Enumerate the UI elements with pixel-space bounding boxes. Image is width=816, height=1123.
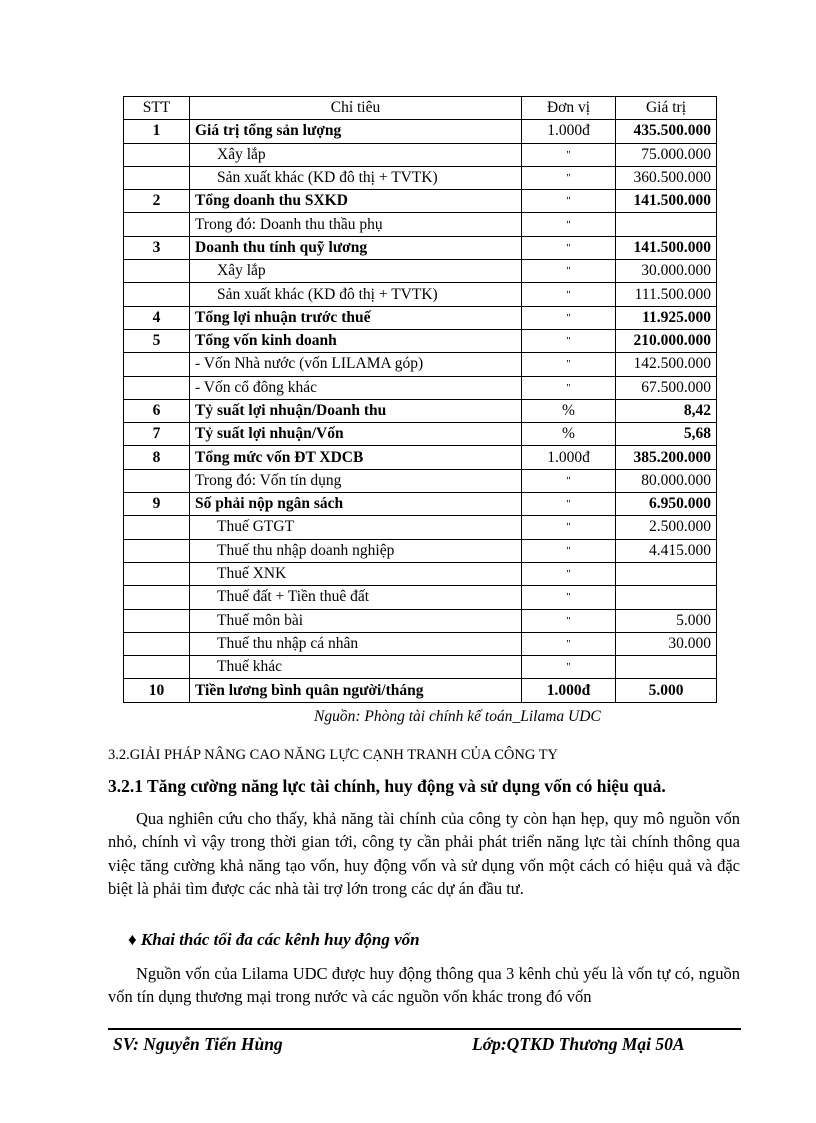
cell-unit: "	[522, 516, 616, 539]
cell-value: 8,42	[616, 399, 717, 422]
cell-value: 80.000.000	[616, 469, 717, 492]
cell-value: 5,68	[616, 423, 717, 446]
table-row	[124, 143, 717, 166]
table-row	[124, 562, 717, 585]
table-row	[124, 306, 717, 329]
cell-value: 6.950.000	[616, 493, 717, 516]
cell-stt: 7	[124, 423, 190, 446]
cell-stt	[124, 516, 190, 539]
cell-indicator: Tổng lợi nhuận trước thuế	[190, 306, 522, 329]
table-row	[124, 446, 717, 469]
cell-indicator: Tổng vốn kinh doanh	[190, 329, 522, 352]
cell-value	[616, 213, 717, 236]
cell-unit: "	[522, 166, 616, 189]
table-row	[124, 283, 717, 306]
cell-value: 30.000.000	[616, 260, 717, 283]
cell-value: 67.500.000	[616, 376, 717, 399]
cell-stt: 4	[124, 306, 190, 329]
cell-stt	[124, 213, 190, 236]
cell-indicator: Xây lắp	[190, 143, 522, 166]
cell-unit: "	[522, 493, 616, 516]
cell-indicator: Tổng mức vốn ĐT XDCB	[190, 446, 522, 469]
cell-unit: %	[522, 423, 616, 446]
table-row	[124, 586, 717, 609]
cell-value: 30.000	[616, 632, 717, 655]
table-row	[124, 213, 717, 236]
cell-indicator: Giá trị tổng sản lượng	[190, 120, 522, 143]
footer-divider	[108, 1028, 741, 1030]
cell-unit: %	[522, 399, 616, 422]
cell-value: 75.000.000	[616, 143, 717, 166]
table-row	[124, 516, 717, 539]
cell-indicator: Thuế khác	[190, 656, 522, 679]
cell-stt: 8	[124, 446, 190, 469]
cell-stt: 9	[124, 493, 190, 516]
table-row	[124, 260, 717, 283]
table-row	[124, 166, 717, 189]
cell-indicator: Thuế thu nhập cá nhân	[190, 632, 522, 655]
cell-indicator: Thuế đất + Tiền thuê đất	[190, 586, 522, 609]
cell-unit: "	[522, 329, 616, 352]
cell-unit: 1.000đ	[522, 446, 616, 469]
cell-unit: "	[522, 353, 616, 376]
cell-unit: "	[522, 562, 616, 585]
table-header-row	[124, 97, 717, 120]
cell-indicator: - Vốn Nhà nước (vốn LILAMA góp)	[190, 353, 522, 376]
table-row	[124, 493, 717, 516]
bullet-heading: ♦ Khai thác tối đa các kênh huy động vốn	[128, 930, 420, 949]
cell-indicator: Số phải nộp ngân sách	[190, 493, 522, 516]
cell-value: 141.500.000	[616, 236, 717, 259]
header-indicator: Chỉ tiêu	[190, 97, 522, 120]
cell-indicator: Trong đó: Doanh thu thầu phụ	[190, 213, 522, 236]
cell-stt: 1	[124, 120, 190, 143]
table-body	[124, 120, 717, 702]
footer-student-name: SV: Nguyễn Tiến Hùng	[113, 1034, 283, 1054]
table-row	[124, 423, 717, 446]
header-value: Giá trị	[616, 97, 717, 120]
cell-stt: 6	[124, 399, 190, 422]
financial-indicators-table	[123, 96, 717, 703]
cell-value: 5.000	[616, 679, 717, 702]
cell-indicator: Thuế XNK	[190, 562, 522, 585]
cell-unit: "	[522, 376, 616, 399]
cell-unit: "	[522, 143, 616, 166]
cell-value: 2.500.000	[616, 516, 717, 539]
cell-unit: "	[522, 190, 616, 213]
cell-unit: "	[522, 632, 616, 655]
cell-value: 360.500.000	[616, 166, 717, 189]
cell-stt	[124, 283, 190, 306]
cell-stt	[124, 260, 190, 283]
cell-value: 385.200.000	[616, 446, 717, 469]
table-source-note: Nguồn: Phòng tài chính kế toán_Lilama UDC	[314, 708, 601, 725]
cell-unit: "	[522, 306, 616, 329]
footer-class-name: Lớp:QTKD Thương Mại 50A	[472, 1034, 685, 1054]
cell-indicator: Tỷ suất lợi nhuận/Vốn	[190, 423, 522, 446]
cell-indicator: Sản xuất khác (KD đô thị + TVTK)	[190, 166, 522, 189]
table-row	[124, 399, 717, 422]
cell-value: 435.500.000	[616, 120, 717, 143]
cell-stt: 5	[124, 329, 190, 352]
cell-indicator: Sản xuất khác (KD đô thị + TVTK)	[190, 283, 522, 306]
cell-value: 5.000	[616, 609, 717, 632]
cell-stt	[124, 656, 190, 679]
table-row	[124, 236, 717, 259]
subsection-heading: 3.2.1 Tăng cường năng lực tài chính, huy động và sử dụng vốn có hiệu quả.	[108, 776, 666, 796]
cell-stt	[124, 469, 190, 492]
table-row	[124, 469, 717, 492]
cell-unit: "	[522, 586, 616, 609]
cell-value: 4.415.000	[616, 539, 717, 562]
table-row	[124, 539, 717, 562]
cell-unit: "	[522, 656, 616, 679]
table-row	[124, 376, 717, 399]
cell-stt	[124, 166, 190, 189]
cell-value: 142.500.000	[616, 353, 717, 376]
cell-unit: "	[522, 236, 616, 259]
cell-indicator: Thuế môn bài	[190, 609, 522, 632]
cell-stt	[124, 376, 190, 399]
header-stt: STT	[124, 97, 190, 120]
table-row	[124, 329, 717, 352]
cell-indicator: - Vốn cổ đông khác	[190, 376, 522, 399]
table-row	[124, 679, 717, 702]
cell-indicator: Tiền lương bình quân người/tháng	[190, 679, 522, 702]
section-heading: 3.2.GIẢI PHÁP NÂNG CAO NĂNG LỰC CẠNH TRANH CỦA CÔNG TY	[108, 747, 559, 763]
cell-indicator: Xây lắp	[190, 260, 522, 283]
cell-unit: "	[522, 283, 616, 306]
cell-stt	[124, 632, 190, 655]
table-row	[124, 656, 717, 679]
cell-stt: 2	[124, 190, 190, 213]
cell-unit: "	[522, 469, 616, 492]
table-row	[124, 190, 717, 213]
cell-stt	[124, 143, 190, 166]
cell-stt	[124, 562, 190, 585]
table-row	[124, 609, 717, 632]
cell-stt: 3	[124, 236, 190, 259]
cell-unit: "	[522, 213, 616, 236]
cell-stt	[124, 353, 190, 376]
cell-indicator: Trong đó: Vốn tín dụng	[190, 469, 522, 492]
cell-stt	[124, 539, 190, 562]
cell-stt	[124, 586, 190, 609]
paragraph-capital-sources: Nguồn vốn của Lilama UDC được huy động thông qua 3 kênh chủ yếu là vốn tự có, nguồn vốn tín dụng thương mại trong nước và các nguồn vốn khác trong đó vốn	[108, 964, 740, 1007]
cell-unit: "	[522, 260, 616, 283]
cell-stt	[124, 609, 190, 632]
cell-indicator: Tổng doanh thu SXKD	[190, 190, 522, 213]
cell-value: 141.500.000	[616, 190, 717, 213]
cell-unit: "	[522, 539, 616, 562]
cell-value: 11.925.000	[616, 306, 717, 329]
cell-indicator: Thuế GTGT	[190, 516, 522, 539]
cell-stt: 10	[124, 679, 190, 702]
table-row	[124, 120, 717, 143]
header-unit: Đơn vị	[522, 97, 616, 120]
cell-indicator: Thuế thu nhập doanh nghiệp	[190, 539, 522, 562]
cell-unit: "	[522, 609, 616, 632]
cell-value: 111.500.000	[616, 283, 717, 306]
cell-value	[616, 656, 717, 679]
table-row	[124, 632, 717, 655]
cell-indicator: Tỷ suất lợi nhuận/Doanh thu	[190, 399, 522, 422]
table-row	[124, 353, 717, 376]
cell-indicator: Doanh thu tính quỹ lương	[190, 236, 522, 259]
cell-unit: 1.000đ	[522, 679, 616, 702]
cell-value	[616, 562, 717, 585]
paragraph-financial-capacity: Qua nghiên cứu cho thấy, khả năng tài chính của công ty còn hạn hẹp, quy mô nguồn vốn nhỏ, chính vì vậy trong thời gian tới, công ty cần phải phát triển năng lực tài chính thông qua việc tăng cường khả năng tạo vốn, huy động vốn và sử dụng vốn một cách có hiệu quả và đặc biệt là phải tìm được các nhà tài trợ lớn trong các dự án đầu tư.	[108, 809, 740, 898]
cell-unit: 1.000đ	[522, 120, 616, 143]
cell-value: 210.000.000	[616, 329, 717, 352]
cell-value	[616, 586, 717, 609]
